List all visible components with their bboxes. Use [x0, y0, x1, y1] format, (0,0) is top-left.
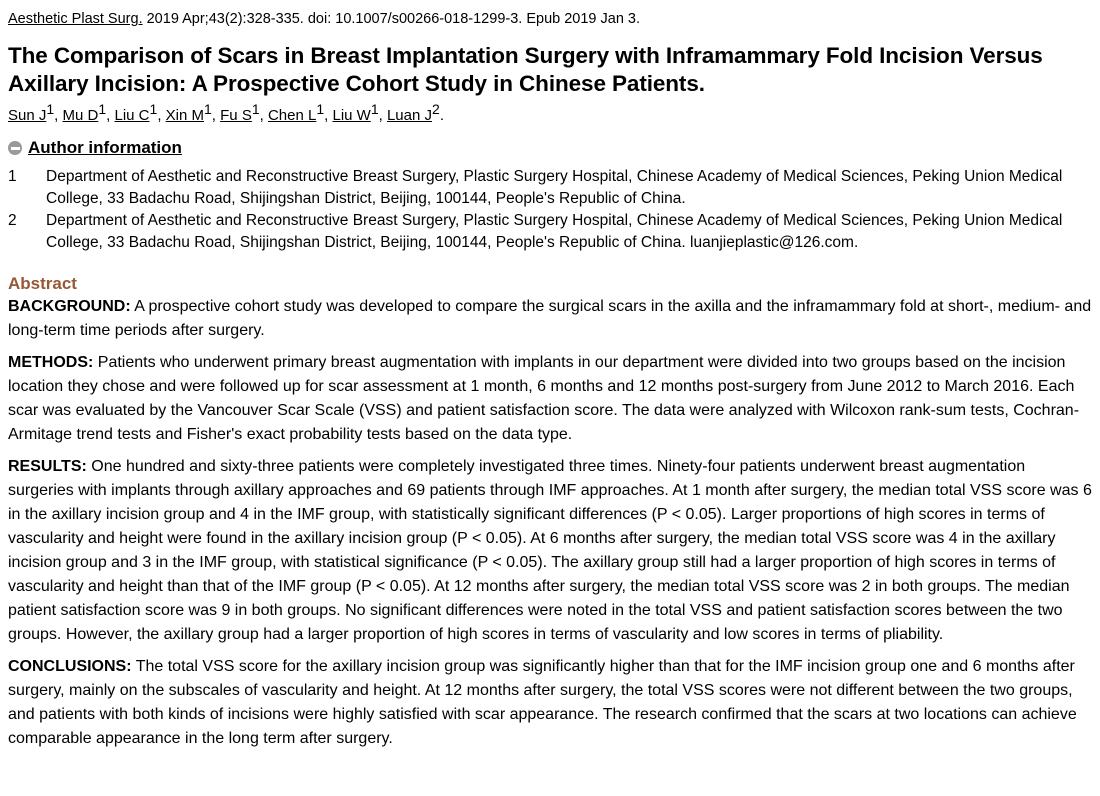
affiliation-text: Department of Aesthetic and Reconstructive Breast Surgery, Plastic Surgery Hospital, Chinese Academy of Medical Sciences, Peking Union Medical College, 33 Badachu Road, Shijingshan District, Beijing, 100144, People's Republic of China. luanjieplastic@126.com. — [46, 212, 1063, 251]
citation-line — [8, 10, 1092, 28]
section-text: Patients who underwent primary breast augmentation with implants in our department were divided into two groups based on the incision location they chose and were followed up for scar assessment at 1 month, 6 months and 12 months post-surgery from June 2012 to March 2016. Each scar was evaluated by the Vancouver Scar Scale (VSS) and patient satisfaction score. The data were analyzed with Wilcoxon rank-sum tests, Cochran-Armitage trend tests and Fisher's exact probability tests based on the data type. — [8, 354, 1080, 443]
affiliation-number: 2 — [8, 212, 17, 229]
section-text: One hundred and sixty-three patients were completely investigated three times. Ninety-four patients underwent breast augmentation surgeries with implants through axillary approaches and 69 patients through IMF approaches. At 1 month after surgery, the median total VSS score was 6 in the axillary incision group and 4 in the IMF group, with statistically significant differences (P < 0.05). Larger proportions of high scores in terms of vascularity and height were found in the axillary incision group (P < 0.05). At 6 months after surgery, the median total VSS score was 4 in the axillary incision group and 3 in the IMF group, with statistical significance (P < 0.05). The axillary group still had a larger proportion of high scores in terms of vascularity and height than that of the IMF group (P < 0.05). At 12 months after surgery, the median total VSS score was 2 in both groups. The median patient satisfaction score was 9 in both groups. No significant differences were noted in the total VSS and patient satisfaction scores between the two groups. However, the axillary group had a larger proportion of high scores in terms of vascularity and low scores in terms of pliability. — [8, 458, 1092, 643]
author-affiliation-marker: 1 — [251, 101, 260, 117]
abstract-results — [8, 455, 1092, 647]
author-affiliation-marker: 1 — [149, 101, 158, 117]
abstract-heading: Abstract — [8, 274, 77, 293]
author-affiliation-marker: 2 — [432, 101, 440, 117]
author-affiliation-marker: 1 — [98, 101, 107, 117]
affiliation-text: Department of Aesthetic and Reconstructive Breast Surgery, Plastic Surgery Hospital, Chinese Academy of Medical Sciences, Peking Union Medical College, 33 Badachu Road, Shijingshan District, Beijing, 100144, People's Republic of China. — [46, 168, 1063, 207]
author-affiliation-marker: 1 — [370, 101, 379, 117]
affiliation-number: 1 — [8, 168, 17, 185]
collapse-minus-icon[interactable] — [8, 141, 22, 155]
affiliation-item — [8, 166, 1092, 210]
author-link[interactable]: Fu S — [220, 107, 252, 124]
section-label: METHODS: — [8, 354, 94, 371]
article-title: The Comparison of Scars in Breast Implantation Surgery with Inframammary Fold Incision Versus Axillary Incision: A Prospective Cohort Study in Chinese Patients. — [8, 43, 1043, 96]
author-list: Sun $J^1$, Mu $D^1$, Liu $C^1$, Xin $M^1$, Fu $S^1$, Chen $L^1$, Liu $W^1$, Luan $J^2$. — [8, 101, 444, 124]
author-link[interactable]: Chen L — [267, 107, 317, 124]
author-link[interactable]: Sun J — [8, 107, 47, 124]
author-affiliation-marker: 1 — [46, 101, 55, 117]
abstract-background — [8, 295, 1092, 343]
author-link[interactable]: Liu C — [114, 107, 150, 124]
section-label: CONCLUSIONS: — [8, 658, 132, 675]
affiliation-item — [8, 210, 1092, 254]
author-affiliation-marker: 1 — [204, 101, 212, 117]
affiliation-list — [8, 166, 1092, 254]
section-text: A prospective cohort study was developed to compare the surgical scars in the axilla and the inframammary fold at short-, medium- and long-term time periods after surgery. — [8, 298, 1092, 339]
citation-details: 2019 Apr;43(2):328-335. doi: 10.1007/s00266-018-1299-3. Epub 2019 Jan 3. — [142, 11, 641, 27]
author-link[interactable]: Xin M — [165, 107, 204, 124]
abstract-conclusions — [8, 655, 1092, 751]
section-label: RESULTS: — [8, 458, 87, 475]
author-info-label[interactable]: Author information — [28, 138, 182, 157]
section-text: The total VSS score for the axillary incision group was significantly higher than that for the IMF incision group one and 6 months after surgery, mainly on the subscales of vascularity and height. At 12 months after surgery, the total VSS scores were not different between the two groups, and patients with both kinds of incisions were highly satisfied with scar appearance. The research confirmed that the scars at two locations can achieve comparable appearance in the long term after surgery. — [8, 658, 1077, 747]
author-link[interactable]: Mu D — [62, 107, 99, 124]
author-affiliation-marker: 1 — [316, 101, 325, 117]
section-label: BACKGROUND: — [8, 298, 131, 315]
author-info-toggle[interactable] — [8, 138, 1092, 158]
author-link[interactable]: Liu W — [332, 107, 371, 124]
abstract-methods — [8, 351, 1092, 447]
author-link[interactable]: Luan J — [386, 107, 433, 124]
journal-link[interactable]: Aesthetic Plast Surg. — [8, 11, 143, 27]
